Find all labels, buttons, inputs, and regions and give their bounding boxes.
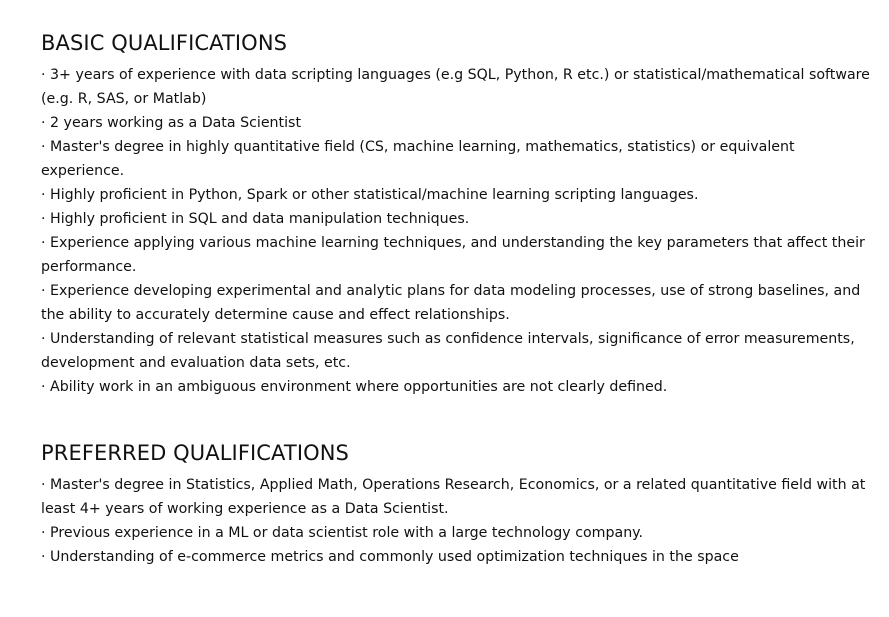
preferred-qualifications-list: [41, 473, 871, 569]
basic-qualification-item: · Understanding of relevant statistical measures such as confidence intervals, significance of error measurements, development and evaluation data sets, etc.: [41, 331, 855, 371]
preferred-qualifications-heading: PREFERRED QUALIFICATIONS: [41, 441, 349, 465]
basic-qualification-item: · Master's degree in highly quantitative field (CS, machine learning, mathematics, statistics) or equivalent experience.: [41, 139, 795, 179]
preferred-qualification-item: · Previous experience in a ML or data scientist role with a large technology company.: [41, 525, 644, 541]
basic-qualification-item: · Experience developing experimental and analytic plans for data modeling processes, use of strong baselines, and the ability to accurately determine cause and effect relationships.: [41, 283, 861, 323]
preferred-qualification-item: · Master's degree in Statistics, Applied Math, Operations Research, Economics, or a related quantitative field with at least 4+ years of working experience as a Data Scientist.: [41, 477, 866, 517]
basic-qualification-item: · 2 years working as a Data Scientist: [41, 115, 302, 131]
basic-qualifications-list: [41, 63, 871, 399]
basic-qualification-item: · Experience applying various machine learning techniques, and understanding the key parameters that affect their performance.: [41, 235, 865, 275]
basic-qualification-item: · 3+ years of experience with data scripting languages (e.g SQL, Python, R etc.) or statistical/mathematical software (e.g. R, SAS, or Matlab): [41, 67, 870, 107]
basic-qualification-item: · Ability work in an ambiguous environment where opportunities are not clearly defined.: [41, 379, 668, 395]
basic-qualification-item: · Highly proficient in Python, Spark or other statistical/machine learning scripting languages.: [41, 187, 699, 203]
preferred-qualifications-section: [41, 438, 869, 569]
basic-qualification-item: · Highly proficient in SQL and data manipulation techniques.: [41, 211, 470, 227]
basic-qualifications-section: [41, 28, 869, 399]
preferred-qualification-item: · Understanding of e-commerce metrics and commonly used optimization techniques in the space: [41, 549, 739, 565]
basic-qualifications-heading: BASIC QUALIFICATIONS: [41, 31, 288, 55]
